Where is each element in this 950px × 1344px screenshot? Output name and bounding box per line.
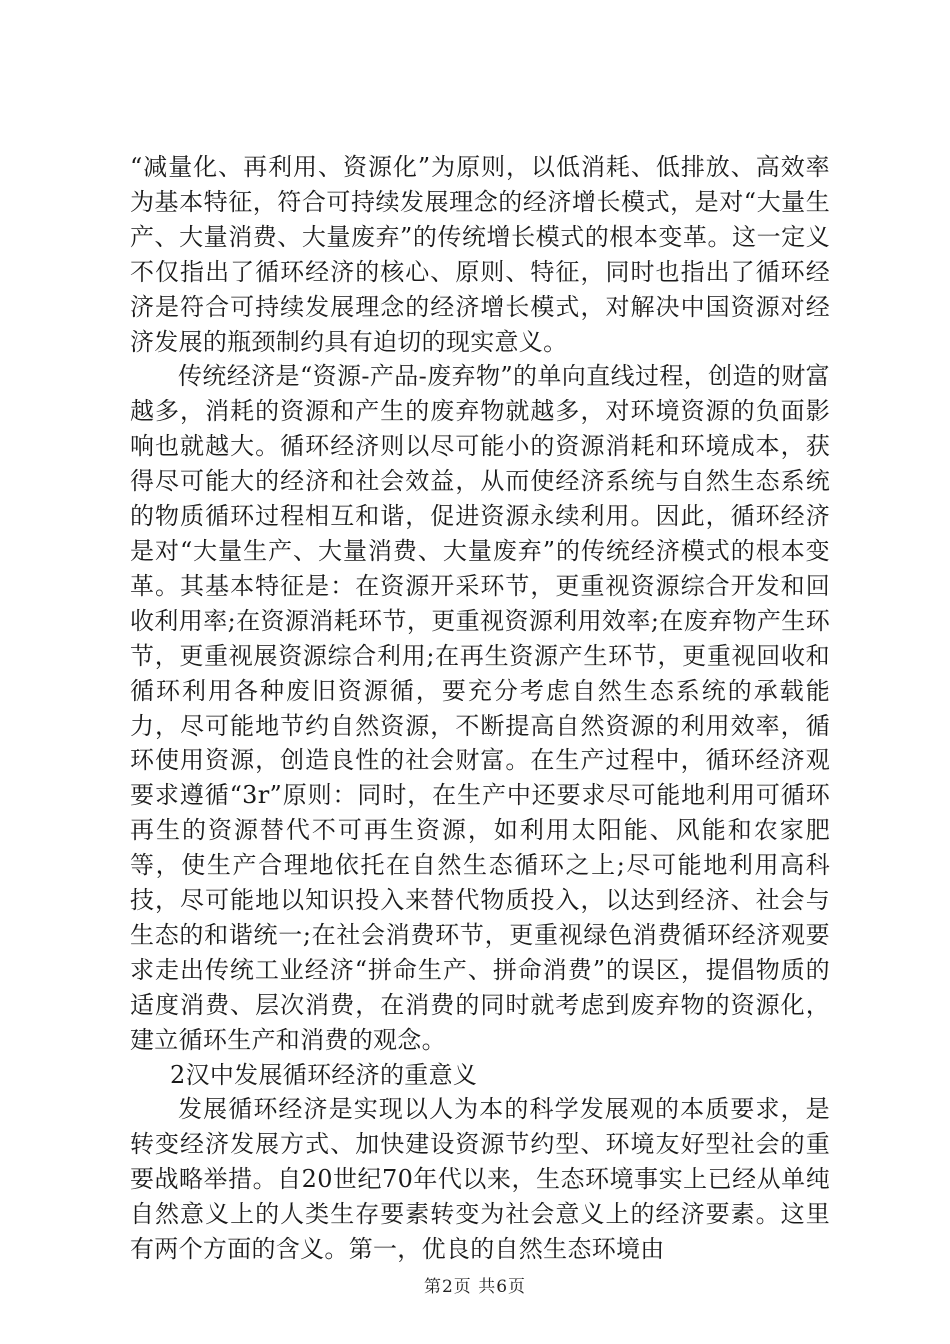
document-body <box>130 150 830 1267</box>
page-footer: 第2页 共6页 <box>423 1277 527 1297</box>
paragraph-definition: “减量化、再利用、资源化”为原则，以低消耗、低排放、高效率为基本特征，符合可持续发展理念的经济增长模式，是对“大量生产、大量消费、大量废弃”的传统增长模式的根本变革。这一定义不仅指出了循环经济的核心、原则、特征，同时也指出了循环经济是符合可持续发展理念的经济增长模式，对解决中国资源对经济发展的瓶颈制约具有迫切的现实意义。 <box>130 153 830 356</box>
paragraph-significance: 发展循环经济是实现以人为本的科学发展观的本质要求，是转变经济发展方式、加快建设资源节约型、环境友好型社会的重要战略举措。自20世纪70年代以来，生态环境事实上已经从单纯自然意义上的人类生存要素转变为社会意义上的经济要素。这里有两个方面的含义。第一，优良的自然生态环境由 <box>130 1095 830 1264</box>
paragraph-traditional-economy: 传统经济是“资源-产品-废弃物”的单向直线过程，创造的财富越多，消耗的资源和产生的废弃物就越多，对环境资源的负面影响也就越大。循环经济则以尽可能小的资源消耗和环境成本，获得尽可能大的经济和社会效益，从而使经济系统与自然生态系统的物质循环过程相互和谐，促进资源永续利用。因此，循环经济是对“大量生产、大量消费、大量废弃”的传统经济模式的根本变革。其基本特征是：在资源开采环节，更重视资源综合开发和回收利用率;在资源消耗环节，更重视资源利用效率;在废弃物产生环节，更重视展资源综合利用;在再生资源产生环节，更重视回收和循环利用各种废旧资源循，要充分考虑自然生态系统的承载能力，尽可能地节约自然资源，不断提高自然资源的利用效率，循环使用资源，创造良性的社会财富。在生产过程中，循环经济观要求遵循“3r”原则：同时，在生产中还要求尽可能地利用可循环再生的资源替代不可再生资源，如利用太阳能、风能和农家肥等，使生产合理地依托在自然生态循环之上;尽可能地利用高科技，尽可能地以知识投入来替代物质投入，以达到经济、社会与生态的和谐统一;在社会消费环节，更重视绿色消费循环经济观要求走出传统工业经济“拼命生产、拼命消费”的误区，提倡物质的适度消费、层次消费，在消费的同时就考虑到废弃物的资源化，建立循环生产和消费的观念。 <box>130 362 830 1054</box>
section-heading: 2汉中发展循环经济的重意义 <box>170 1060 478 1089</box>
